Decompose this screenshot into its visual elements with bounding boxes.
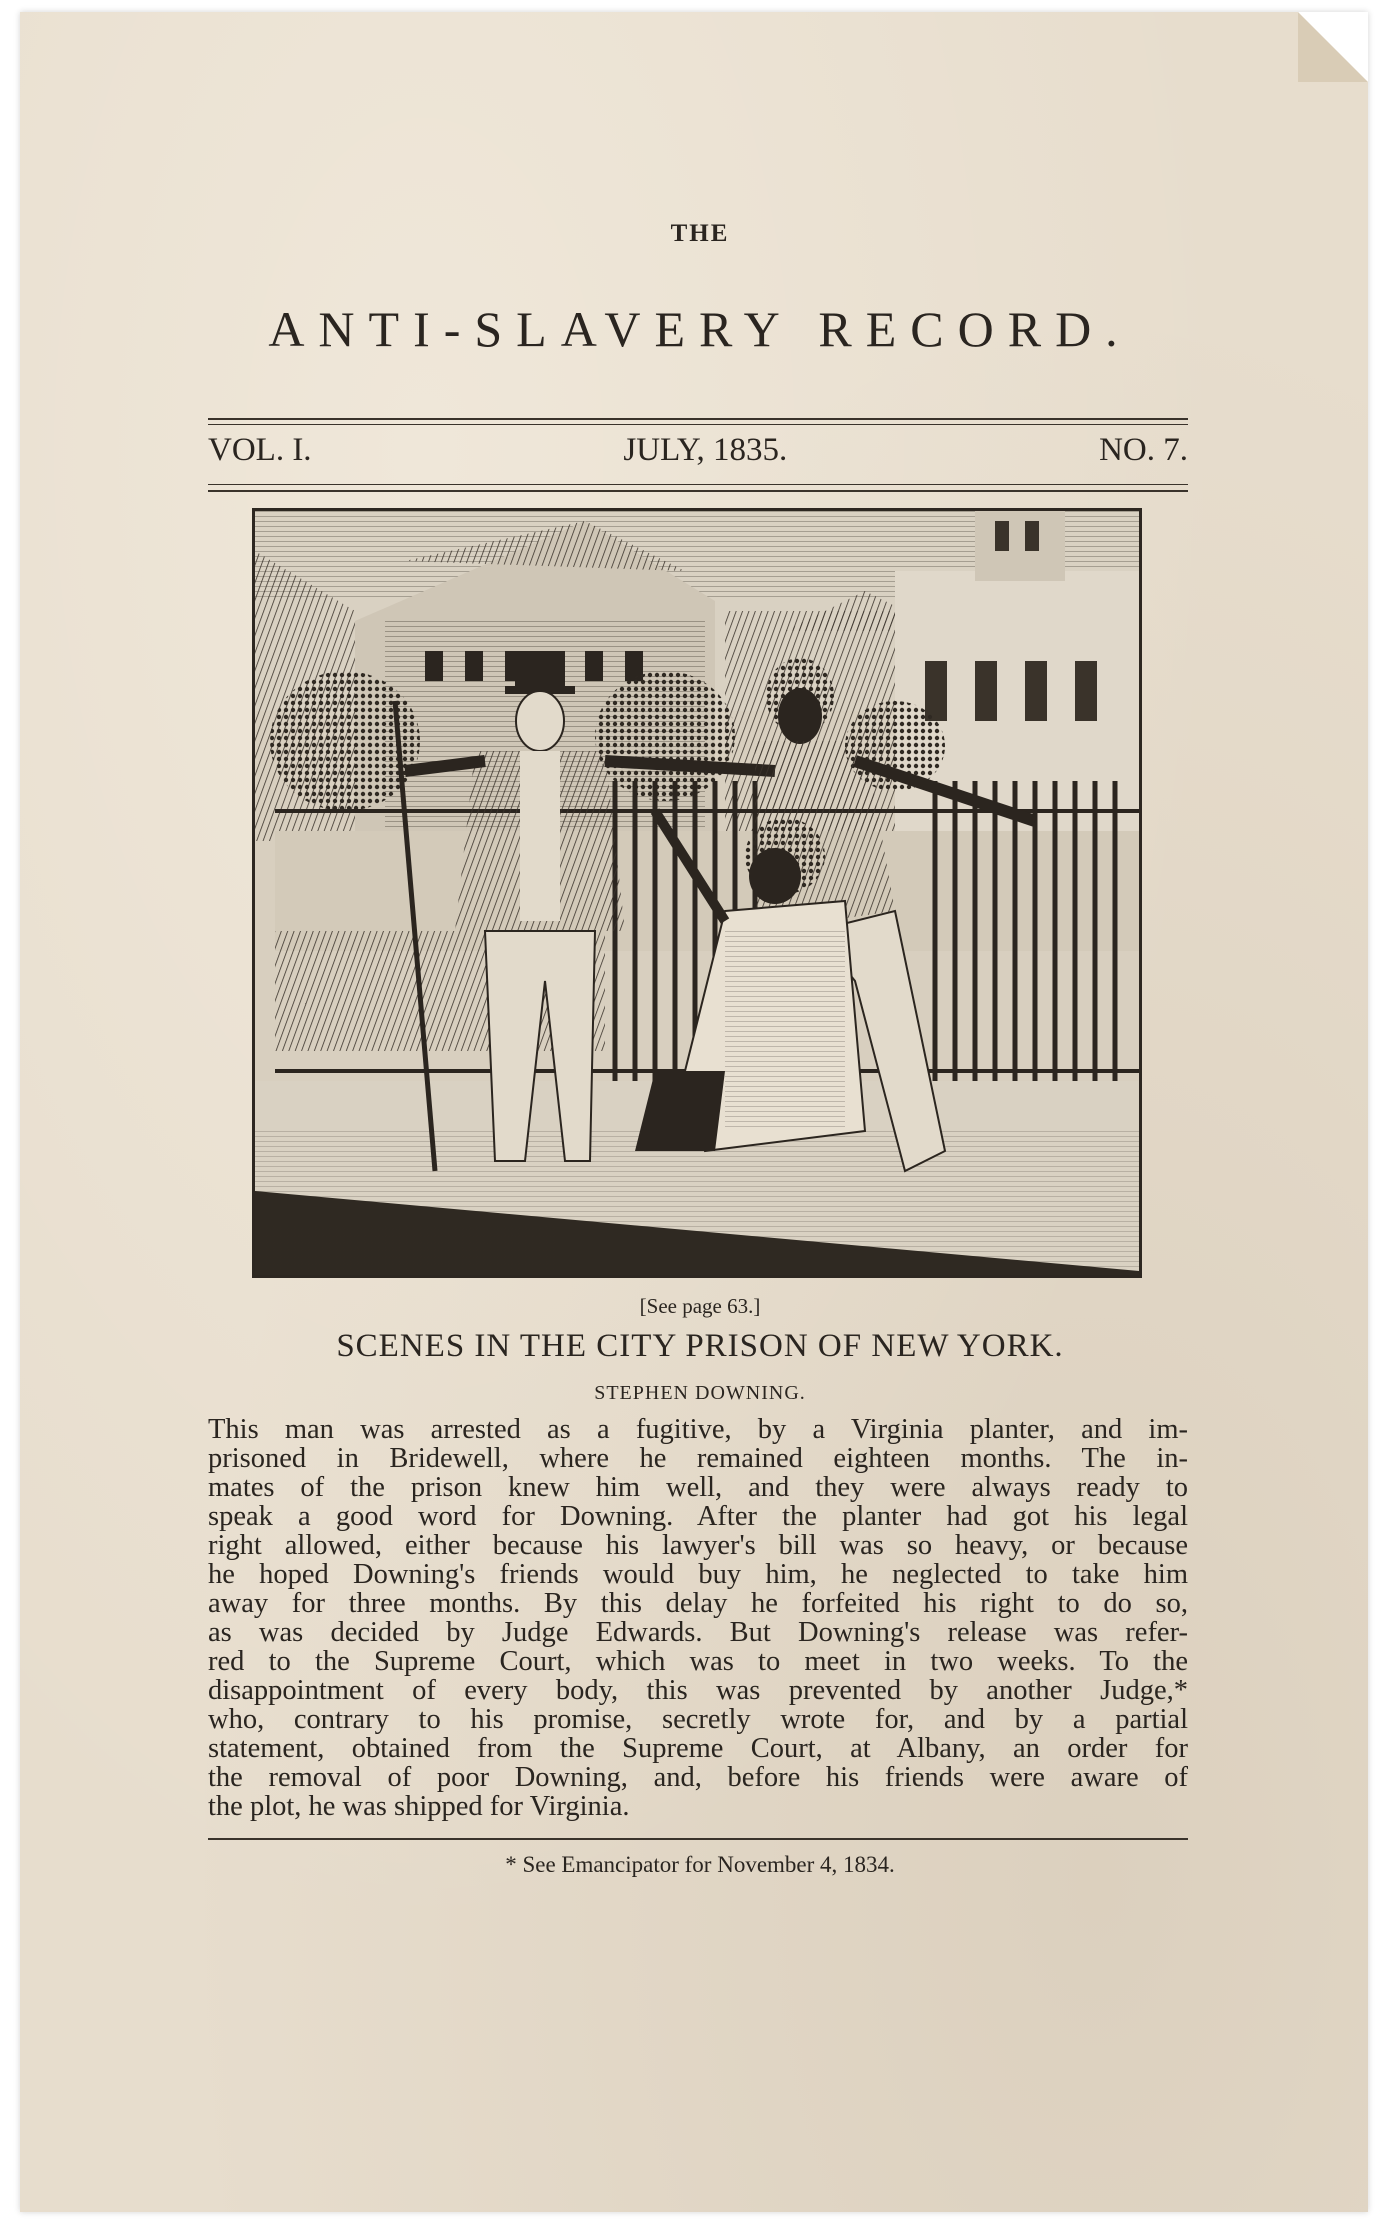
issue-date: JULY, 1835. xyxy=(623,432,788,468)
volume-label: VOL. I. xyxy=(208,432,312,468)
woodcut-scene xyxy=(255,511,1139,1275)
article-body xyxy=(208,1416,1188,1822)
article-line: away for three months. By this delay he forfeited his right to do so, xyxy=(208,1588,1188,1619)
masthead-top-rule xyxy=(208,418,1188,420)
article-line: the plot, he was shipped for Virginia. xyxy=(208,1791,630,1822)
article-line: mates of the prison knew him well, and they were always ready to xyxy=(208,1472,1188,1503)
article-line: he hoped Downing's friends would buy him, he neglected to take him xyxy=(208,1559,1188,1590)
masthead-row xyxy=(208,432,1188,469)
article-line: speak a good word for Downing. After the planter had got his legal xyxy=(208,1501,1188,1532)
article-line: red to the Supreme Court, which was to meet in two weeks. To the xyxy=(208,1646,1188,1677)
article-line: who, contrary to his promise, secretly wrote for, and by a partial xyxy=(208,1704,1188,1735)
masthead-top-rule-thin xyxy=(208,424,1188,425)
folded-corner xyxy=(1298,12,1368,82)
masthead-the: THE xyxy=(670,220,730,247)
article-line: the removal of poor Downing, and, before his friends were aware of xyxy=(208,1762,1188,1793)
masthead-bottom-rule-thin xyxy=(208,484,1188,485)
article-line: right allowed, either because his lawyer's bill was so heavy, or because xyxy=(208,1530,1188,1561)
article-line: disappointment of every body, this was prevented by another Judge,* xyxy=(208,1675,1188,1706)
article-line: This man was arrested as a fugitive, by a Virginia planter, and im- xyxy=(208,1414,1188,1445)
issue-number: NO. 7. xyxy=(1099,432,1188,468)
article-subhead: STEPHEN DOWNING. xyxy=(594,1382,806,1404)
article-line: prisoned in Bridewell, where he remained eighteen months. The in- xyxy=(208,1443,1188,1474)
article-headline: SCENES IN THE CITY PRISON OF NEW YORK. xyxy=(336,1328,1064,1364)
illustration-caption: [See page 63.] xyxy=(639,1294,761,1318)
article-line: statement, obtained from the Supreme Court, at Albany, an order for xyxy=(208,1733,1188,1764)
journal-title: ANTI-SLAVERY RECORD. xyxy=(268,301,1132,357)
woodcut-illustration xyxy=(252,508,1142,1278)
footnote-rule xyxy=(208,1838,1188,1840)
footnote: * See Emancipator for November 4, 1834. xyxy=(505,1852,895,1877)
article-line: as was decided by Judge Edwards. But Downing's release was refer- xyxy=(208,1617,1188,1648)
masthead-bottom-rule xyxy=(208,490,1188,492)
